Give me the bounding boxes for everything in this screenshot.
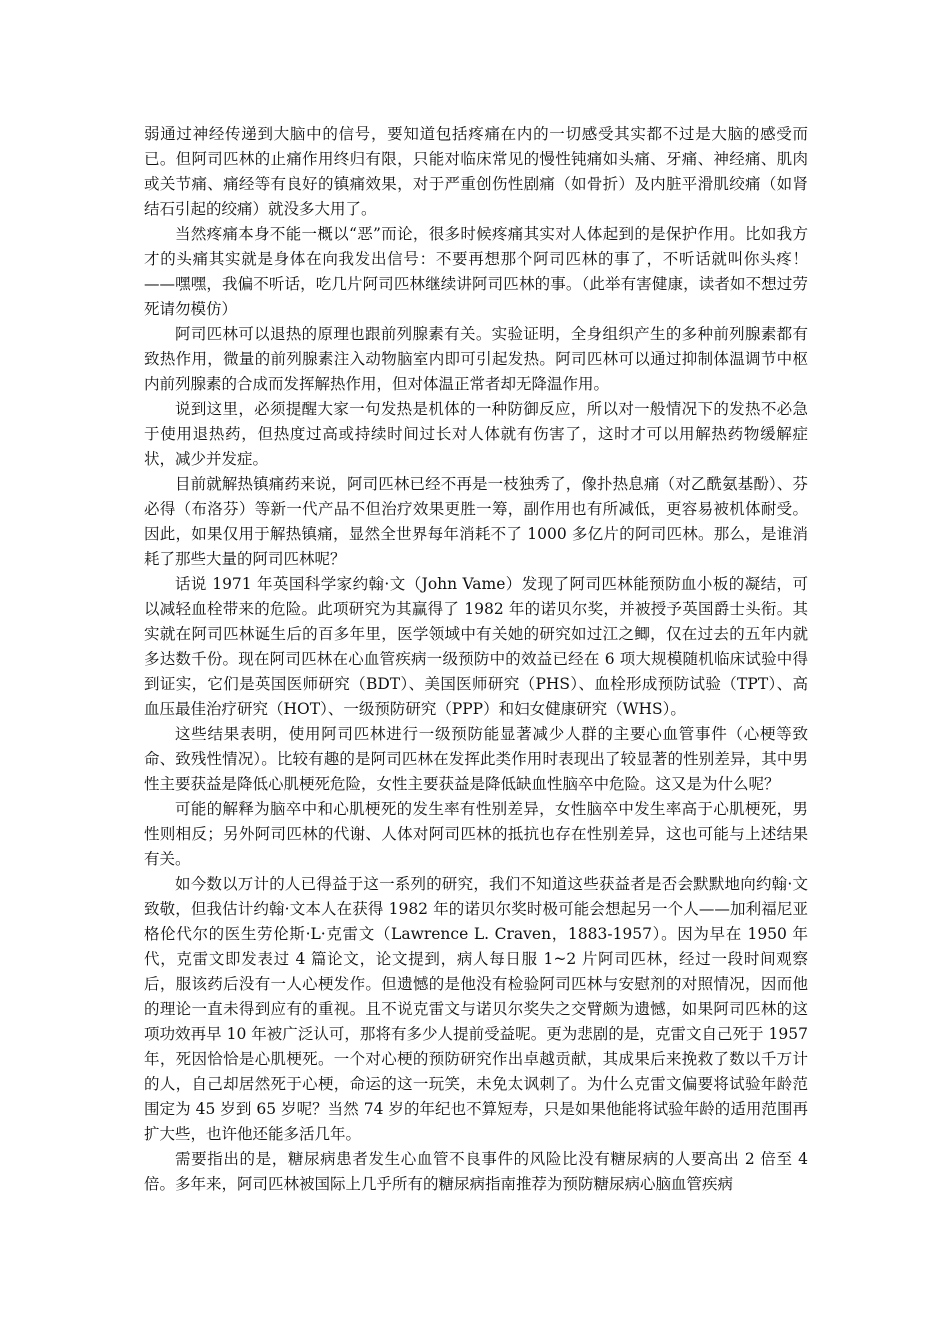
document-page (144, 122, 808, 1197)
paragraph-fever-reduction-mechanism: 阿司匹林可以退热的原理也跟前列腺素有关。实验证明，全身组织产生的多种前列腺素都有致热作用，微量的前列腺素注入动物脑室内即可引起发热。阿司匹林可以通过抑制体温调节中枢内前列腺素的合成而发挥解热作用，但对体温正常者却无降温作用。 (144, 325, 808, 393)
paragraph-lawrence-craven: 如今数以万计的人已得益于这一系列的研究，我们不知道这些获益者是否会默默地向约翰·文致敬，但我估计约翰·文本人在获得 1982 年的诺贝尔奖时极可能会想起另一个人——加利福尼亚格伦代尔的医生劳伦斯·L·克雷文（Lawrence L. Craven，1883-1957）。因为早在 1950 年代，克雷文即发表过 4 篇论文，论文提到，病人每日服 1~2 片阿司匹林，经过一段时间观察后，服该药后没有一人心梗发作。但遗憾的是他没有检验阿司匹林与安慰剂的对照情况，因而他的理论一直未得到应有的重视。且不说克雷文与诺贝尔奖失之交臂颇为遗憾，如果阿司匹林的这项功效再早 10 年被广泛认可，那将有多少人提前受益呢。更为悲剧的是，克雷文自己死于 1957 年，死因恰恰是心肌梗死。一个对心梗的预防研究作出卓越贡献，其成果后来挽救了数以千万计的人，自己却居然死于心梗，命运的这一玩笑，未免太讽刺了。为什么克雷文偏要将试验年龄范围定为 45 岁到 65 岁呢？当然 74 岁的年纪也不算短寿，只是如果他能将试验年龄的适用范围再扩大些，也许他还能多活几年。 (144, 875, 808, 1143)
paragraph-fever-defense-reaction: 说到这里，必须提醒大家一句发热是机体的一种防御反应，所以对一般情况下的发热不必急于使用退热药，但热度过高或持续时间过长对人体就有伤害了，这时才可以用解热药物缓解症状，减少并发症。 (144, 400, 808, 468)
paragraph-possible-explanation: 可能的解释为脑卒中和心肌梗死的发生率有性别差异，女性脑卒中发生率高于心肌梗死，男性则相反；另外阿司匹林的代谢、人体对阿司匹林的抵抗也存在性别差异，这也可能与上述结果有关。 (144, 800, 808, 868)
paragraph-pain-relief-limits: 弱通过神经传递到大脑中的信号，要知道包括疼痛在内的一切感受其实都不过是大脑的感受而已。但阿司匹林的止痛作用终归有限，只能对临床常见的慢性钝痛如头痛、牙痛、神经痛、肌肉或关节痛、痛经等有良好的镇痛效果，对于严重创伤性剧痛（如骨折）及内脏平滑肌绞痛（如肾结石引起的绞痛）就没多大用了。 (144, 125, 808, 218)
paragraph-pain-protective-role: 当然疼痛本身不能一概以“恶”而论，很多时候疼痛其实对人体起到的是保护作用。比如我方才的头痛其实就是身体在向我发出信号：不要再想那个阿司匹林的事了，不听话就叫你头疼！——嘿嘿，我偏不听话，吃几片阿司匹林继续讲阿司匹林的事。（此举有害健康，读者如不想过劳死请勿模仿） (144, 225, 808, 318)
paragraph-diabetes-risk: 需要指出的是，糖尿病患者发生心血管不良事件的风险比没有糖尿病的人要高出 2 倍至 4 倍。多年来，阿司匹林被国际上几乎所有的糖尿病指南推荐为预防糖尿病心脑血管疾病 (144, 1150, 808, 1193)
paragraph-john-vane-discovery: 话说 1971 年英国科学家约翰·文（John Vame）发现了阿司匹林能预防血小板的凝结，可以减轻血栓带来的危险。此项研究为其赢得了 1982 年的诺贝尔奖，并被授予英国爵士头衔。其实就在阿司匹林诞生后的百多年里，医学领域中有关她的研究如过江之鲫，仅在过去的五年内就多达数千份。现在阿司匹林在心血管疾病一级预防中的效益已经在 6 项大规模随机临床试验中得到证实，它们是英国医师研究（BDT）、美国医师研究（PHS）、血栓形成预防试验（TPT）、高血压最佳治疗研究（HOT）、一级预防研究（PPP）和妇女健康研究（WHS）。 (144, 575, 808, 718)
paragraph-modern-antipyretics: 目前就解热镇痛药来说，阿司匹林已经不再是一枝独秀了，像扑热息痛（对乙酰氨基酚）、芬必得（布洛芬）等新一代产品不但治疗效果更胜一筹，副作用也有所减低，更容易被机体耐受。因此，如果仅用于解热镇痛，显然全世界每年消耗不了 1000 多亿片的阿司匹林。那么，是谁消耗了那些大量的阿司匹林呢？ (144, 475, 808, 568)
paragraph-gender-differences: 这些结果表明，使用阿司匹林进行一级预防能显著减少人群的主要心血管事件（心梗等致命、致残性情况）。比较有趣的是阿司匹林在发挥此类作用时表现出了较显著的性别差异，其中男性主要获益是降低心肌梗死危险，女性主要获益是降低缺血性脑卒中危险。这又是为什么呢？ (144, 725, 808, 793)
